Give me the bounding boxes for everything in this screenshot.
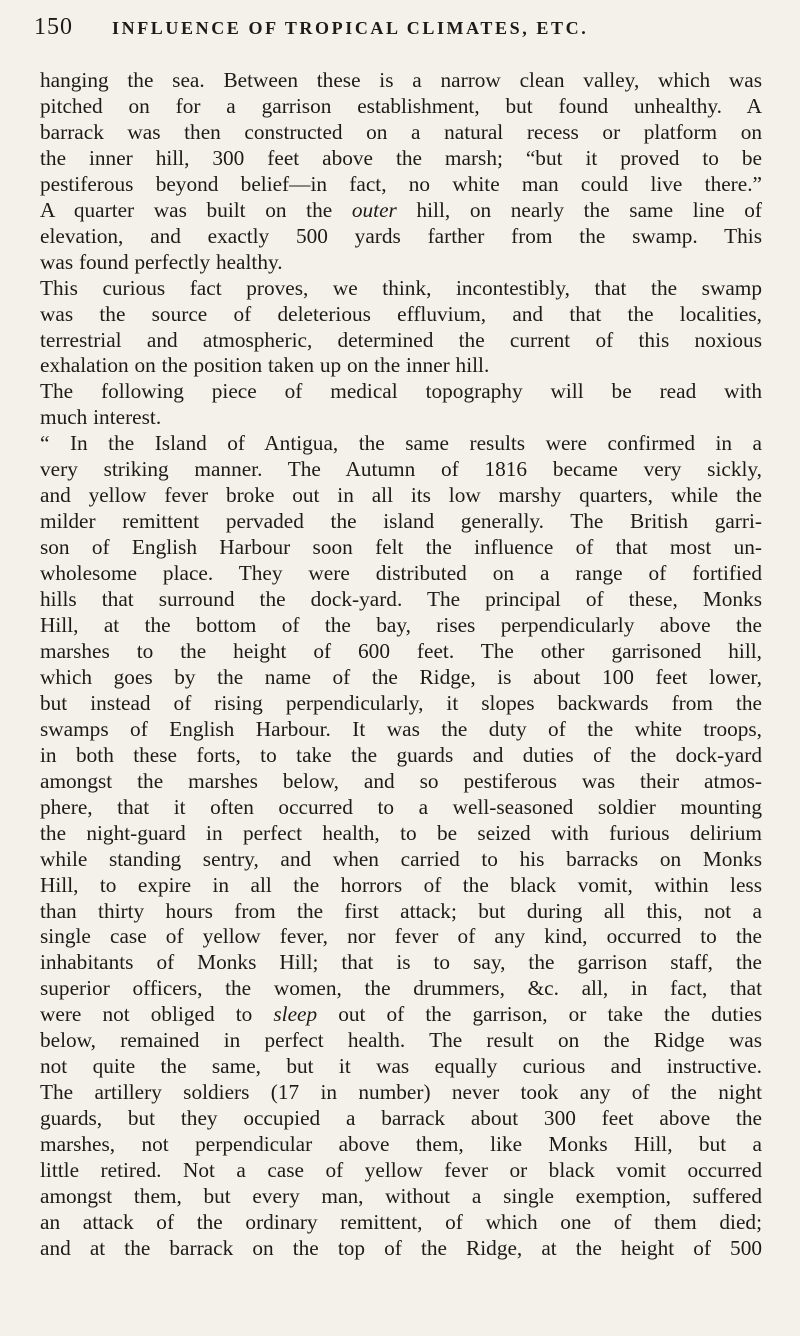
text-line: swamps of English Harbour. It was the duty of the white troops, xyxy=(40,716,762,741)
text-line: the inner hill, 300 feet above the marsh; “but it proved to be xyxy=(40,145,762,170)
text-line: The following piece of medical topography will be read with xyxy=(40,379,762,404)
text-line: terrestrial and atmospheric, determined the current of this noxious xyxy=(40,327,762,352)
text-line: hanging the sea. Between these is a narrow clean valley, which was xyxy=(40,68,762,92)
text-line: guards, but they occupied a barrack about 300 feet above the xyxy=(40,1106,762,1131)
text-line: pestiferous beyond belief—in fact, no white man could live there.” xyxy=(40,171,762,196)
text-segment: A quarter was built on the xyxy=(40,197,352,222)
text-line: phere, that it often occurred to a well-seasoned soldier mounting xyxy=(40,794,762,819)
text-line: inhabitants of Monks Hill; that is to say, the garrison staff, the xyxy=(40,950,762,975)
text-line: marshes to the height of 600 feet. The other garrisoned hill, xyxy=(40,638,762,663)
text-line: marshes, not perpendicular above them, like Monks Hill, but a xyxy=(40,1132,762,1157)
text-line: which goes by the name of the Ridge, is about 100 feet lower, xyxy=(40,664,762,689)
text-line: amongst the marshes below, and so pestiferous was their atmos- xyxy=(40,768,762,793)
running-title: INFLUENCE OF TROPICAL CLIMATES, ETC. xyxy=(112,18,589,38)
text-line: superior officers, the women, the drummers, &c. all, in fact, that xyxy=(40,976,762,1001)
text-line: than thirty hours from the first attack; but during all this, not a xyxy=(40,898,762,923)
text-line: the night-guard in perfect health, to be seized with furious delirium xyxy=(40,820,762,845)
text-line: was found perfectly healthy. xyxy=(40,249,283,274)
text-line xyxy=(40,1002,762,1028)
page-number: 150 xyxy=(34,14,73,40)
text-line: an attack of the ordinary remittent, of which one of them died; xyxy=(40,1209,762,1234)
text-line: This curious fact proves, we think, incontestibly, that the swamp xyxy=(40,275,762,300)
text-segment: were not obliged to xyxy=(40,1002,274,1027)
emphasized-word: outer xyxy=(351,197,397,222)
text-line: much interest. xyxy=(40,405,162,430)
text-line: single case of yellow fever, nor fever of any kind, occurred to the xyxy=(40,924,762,949)
text-line: in both these forts, to take the guards and duties of the dock-yard xyxy=(40,742,762,767)
text-line: Hill, at the bottom of the bay, rises perpendicularly above the xyxy=(40,613,762,638)
text-line: “ In the Island of Antigua, the same results were confirmed in a xyxy=(40,431,762,456)
text-line: elevation, and exactly 500 yards farther from the swamp. This xyxy=(40,223,762,248)
text-line: not quite the same, but it was equally curious and instructive. xyxy=(40,1054,762,1079)
text-line: was the source of deleterious effluvium, and that the localities, xyxy=(40,301,762,326)
text-line: and at the barrack on the top of the Ridge, at the height of 500 xyxy=(40,1235,762,1260)
emphasized-word: sleep xyxy=(273,1002,318,1027)
text-line: The artillery soldiers (17 in number) never took any of the night xyxy=(40,1080,762,1105)
text-line: Hill, to expire in all the horrors of the black vomit, within less xyxy=(40,872,762,897)
text-line: exhalation on the position taken up on the inner hill. xyxy=(40,353,490,378)
text-line xyxy=(40,198,762,224)
text-line: barrack was then constructed on a natural recess or platform on xyxy=(40,119,762,144)
text-line: little retired. Not a case of yellow fever or black vomit occurred xyxy=(40,1158,762,1183)
text-segment: hill, on nearly the same line of xyxy=(396,197,762,222)
text-line: while standing sentry, and when carried to his barracks on Monks xyxy=(40,846,762,871)
text-line: pitched on for a garrison establishment, but found unhealthy. A xyxy=(40,93,762,118)
text-line: son of English Harbour soon felt the influence of that most un- xyxy=(40,535,762,560)
text-line: milder remittent pervaded the island generally. The British garri- xyxy=(40,509,762,534)
text-line: below, remained in perfect health. The result on the Ridge was xyxy=(40,1028,762,1053)
text-segment: out of the garrison, or take the duties xyxy=(317,1002,762,1027)
text-line: amongst them, but every man, without a single exemption, suffered xyxy=(40,1183,762,1208)
text-line: very striking manner. The Autumn of 1816 became very sickly, xyxy=(40,457,762,482)
text-line: and yellow fever broke out in all its low marshy quarters, while the xyxy=(40,483,762,508)
text-line: hills that surround the dock-yard. The principal of these, Monks xyxy=(40,587,762,612)
running-head xyxy=(34,14,762,48)
text-line: but instead of rising perpendicularly, it slopes backwards from the xyxy=(40,690,762,715)
body-text xyxy=(40,68,762,1262)
text-line: wholesome place. They were distributed on a range of fortified xyxy=(40,561,762,586)
